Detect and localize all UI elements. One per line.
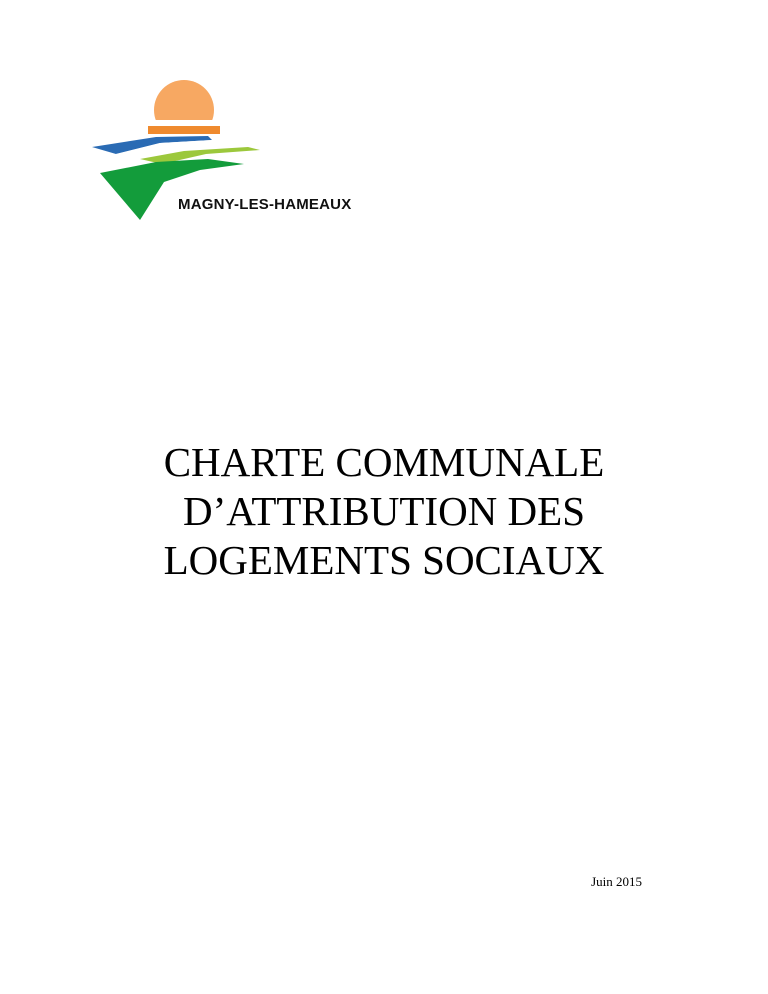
logo-wordmark: MAGNY-LES-HAMEAUX [178,196,352,213]
title-line-2: D’ATTRIBUTION DES [183,488,585,534]
title-line-1: CHARTE COMMUNALE [163,439,605,485]
municipality-logo [88,80,368,230]
publication-date: Juin 2015 [591,874,642,889]
logo-sun-band [148,126,220,134]
title-line-3: LOGEMENTS SOCIAUX [163,537,605,583]
document-title [0,438,768,585]
